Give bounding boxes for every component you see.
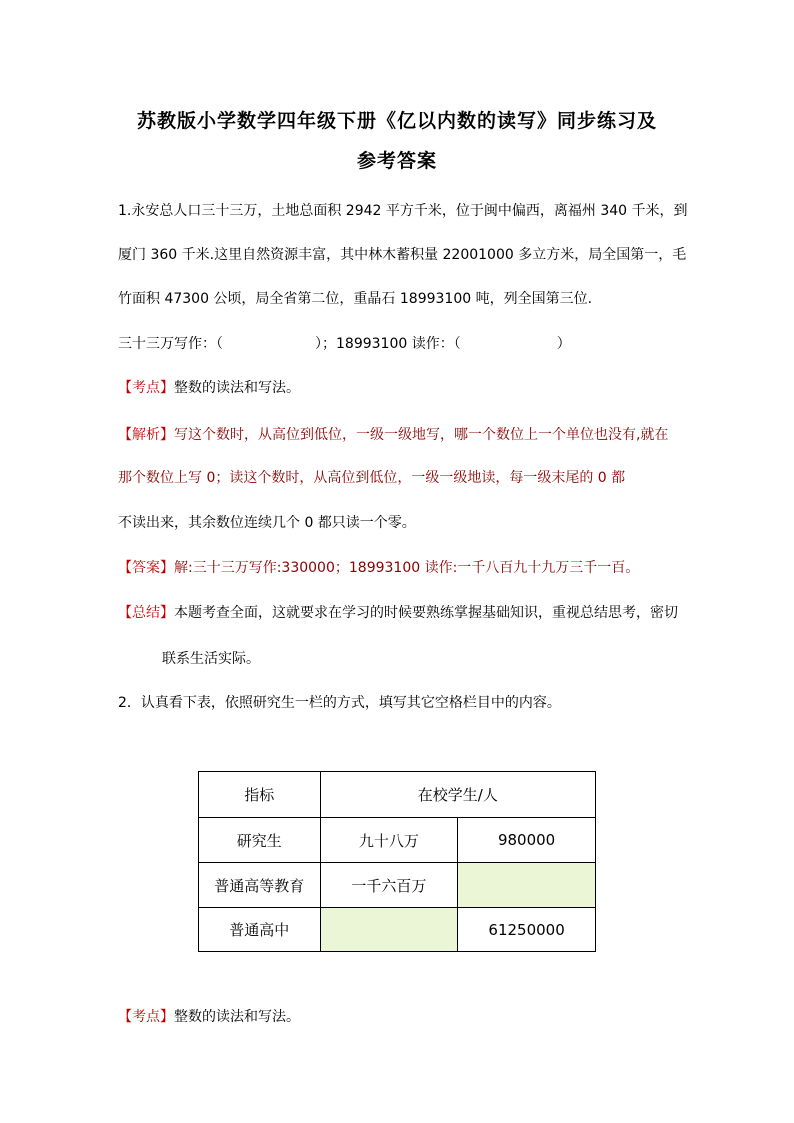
question-2-kaodian	[118, 1006, 300, 1026]
table-row	[199, 908, 596, 952]
student-stats-table	[198, 771, 596, 952]
row-words: 九十八万	[320, 818, 458, 863]
fill-text-3: ）	[556, 336, 571, 352]
question-2-prompt: 2．认真看下表，依照研究生一栏的方式，填写其它空格栏目中的内容。	[118, 695, 561, 711]
table-row	[199, 818, 596, 863]
row-label: 普通高中	[199, 908, 321, 952]
question-1-jiexi-line-3: 不读出来，其余数位连续几个 0 都只读一个零。	[118, 515, 416, 531]
question-1-jiexi-line-1	[118, 424, 668, 444]
kaodian-tag: 【考点】	[118, 1009, 174, 1025]
answer-cell-words[interactable]	[320, 908, 458, 952]
fill-text-1: 三十三万写作：（	[118, 336, 223, 352]
question-1-answer	[118, 557, 639, 577]
row-label: 普通高等教育	[199, 863, 321, 908]
question-1-jiexi-line-2: 那个数位上写 0；读这个数时，从高位到低位，一级一级地读，每一级末尾的 0 都	[118, 470, 626, 486]
page-title-line-2: 参考答案	[356, 150, 437, 172]
kaodian-text: 整数的读法和写法。	[174, 380, 300, 396]
question-1-kaodian	[118, 377, 300, 397]
header-indicator: 指标	[199, 772, 321, 818]
row-digits: 980000	[458, 818, 596, 863]
daan-text: 解:三十三万写作:330000；18993100 读作:一千八百九十九万三千一百。	[174, 560, 640, 576]
question-1-summary-line-2: 联系生活实际。	[162, 651, 260, 667]
zongjie-text-1: 本题考查全面，这就要求在学习的时候要熟练掌握基础知识，重视总结思考，密切	[174, 605, 678, 621]
kaodian-text: 整数的读法和写法。	[174, 1009, 300, 1025]
row-words: 一千六百万	[320, 863, 458, 908]
jiexi-tag: 【解析】	[118, 427, 174, 443]
row-digits: 61250000	[458, 908, 596, 952]
question-1-summary-line-1	[118, 602, 678, 622]
fill-text-2: ）；18993100 读作：（	[315, 336, 461, 352]
table-header-row	[199, 772, 596, 818]
page-title-line-1: 苏教版小学数学四年级下册《亿以内数的读写》同步练习及	[136, 110, 657, 132]
kaodian-tag: 【考点】	[118, 380, 174, 396]
question-1-fill-in	[118, 333, 571, 353]
table-row	[199, 863, 596, 908]
question-1-text-line-3: 竹面积 47300 公顷，局全省第二位，重晶石 18993100 吨，列全国第三位.	[118, 291, 593, 307]
row-label: 研究生	[199, 818, 321, 863]
daan-tag: 【答案】	[118, 560, 174, 576]
question-1-text-line-2: 厦门 360 千米.这里自然资源丰富，其中林木蓄积量 22001000 多立方米，局全国第一，毛	[118, 247, 687, 263]
question-1-text-line-1: 1.永安总人口三十三万，土地总面积 2942 平方千米，位于闽中偏西，离福州 340 千米，到	[118, 203, 688, 219]
header-students: 在校学生/人	[320, 772, 595, 818]
jiexi-text-1: 写这个数时，从高位到低位，一级一级地写，哪一个数位上一个单位也没有,就在	[174, 427, 669, 443]
answer-cell-digits[interactable]	[458, 863, 596, 908]
zongjie-tag: 【总结】	[118, 605, 174, 621]
